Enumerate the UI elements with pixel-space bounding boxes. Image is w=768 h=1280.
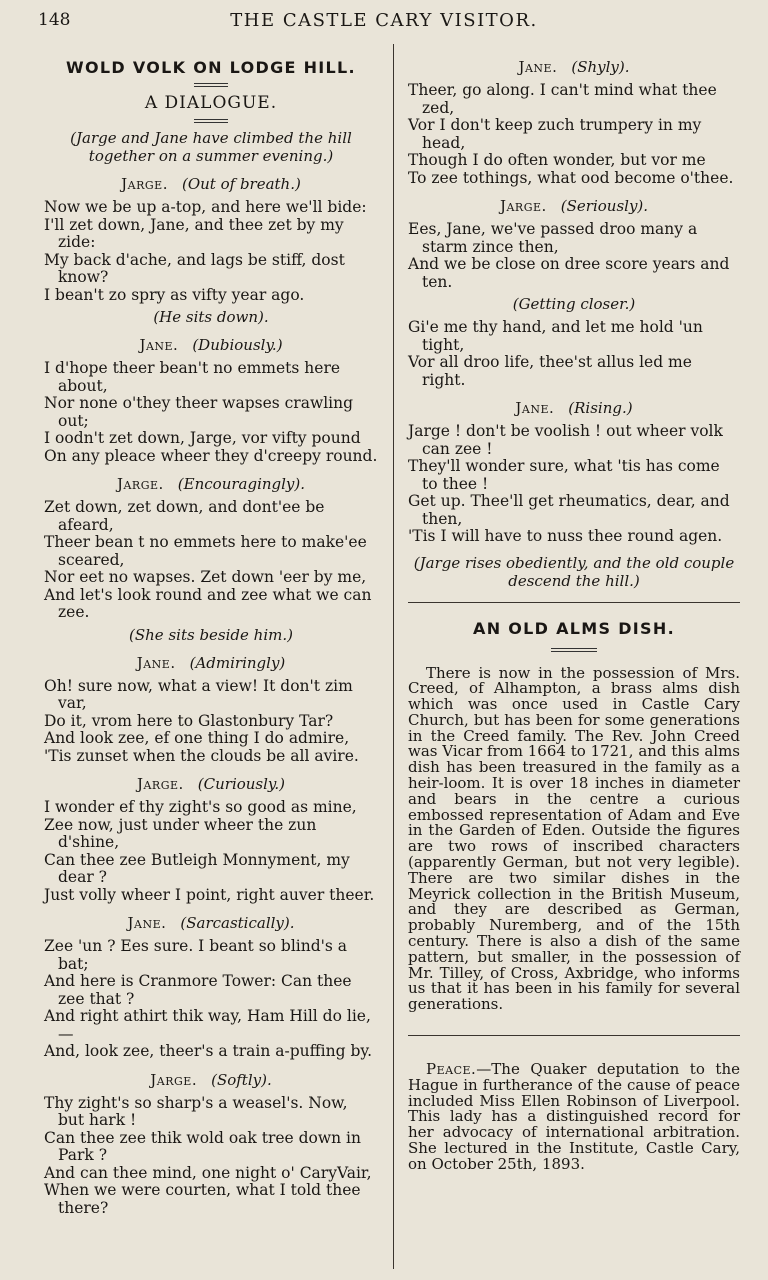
verse-line: Vor I don't keep zuch trumpery in my head, (408, 116, 702, 152)
verse (408, 221, 740, 291)
verse-line: 'Tis I will have to nuss thee round agen. (408, 527, 723, 545)
dialogue-speeches-right (408, 58, 740, 546)
alms-title: AN OLD ALMS DISH. (473, 618, 675, 638)
verse-line: Theer, go along. I can't mind what thee zed, (408, 81, 717, 117)
column-divider (393, 44, 394, 1269)
ornament-rule (551, 648, 597, 652)
verse-line: Can thee zee Butleigh Monnyment, my dear ? (44, 850, 350, 886)
verse-line: Just volly wheer I point, right auver theer. (44, 885, 375, 904)
dialogue-title: WOLD VOLK ON LODGE HILL. (66, 58, 356, 77)
speaker-name: Jarge. (121, 175, 168, 193)
verse (44, 360, 378, 465)
verse-line: 'Tis zunset when the clouds be all avire. (44, 746, 359, 765)
speech-block (44, 914, 378, 1061)
verse-line: And, look zee, theer's a train a-puffing by. (44, 1042, 373, 1060)
verse-line: And look zee, ef one thing I do admire, (44, 729, 350, 747)
verse-line: Zee now, just under wheer the zun d'shine, (44, 815, 317, 851)
speaker-name: Jane. (127, 914, 167, 932)
speaker-heading (44, 175, 378, 193)
verse-line: Can thee zee thik wold oak tree down in Park ? (44, 1128, 362, 1164)
verse-line: Thy zight's so sharp's a weasel's. Now, but hark ! (44, 1093, 348, 1129)
verse-line: Theer bean t no emmets here to make'ee sceared, (44, 533, 367, 569)
speech-block (44, 336, 378, 465)
speech-block (44, 775, 378, 904)
speaker-direction: (Admiringly) (189, 653, 286, 672)
speaker-heading (44, 775, 378, 793)
speaker-direction: (Out of breath.) (181, 175, 301, 193)
verse-line: My back d'ache, and lags be stiff, dost know? (44, 250, 345, 286)
running-title: THE CASTLE CARY VISITOR. (230, 10, 538, 31)
verse-line: I wonder ef thy zight's so good as mine, (44, 798, 357, 816)
verse-line: And right athirt thik way, Ham Hill do lie,— (44, 1007, 371, 1043)
peace-text: —The Quaker deputation to the Hague in furtherance of the cause of peace included Miss Ellen Robinson of Liverpool. This lady has a distinguished record for her advocacy of international arbitration. She lectured in the Institute, Castle Cary, on October 25th, 1893. (408, 1060, 740, 1173)
page-number: 148 (38, 10, 71, 30)
alms-article: There is now in the possession of Mrs. Creed, of Alhampton, a brass alms dish which was once used in Castle Cary Church, but has been for some generations in the Creed family. The Rev. John Creed was Vicar from 1664 to 1721, and this alms dish has been treasured in the family as a heir-loom. It is over 18 inches in diameter and bears in the centre a curious embossed representation of Adam and Eve in the Garden of Eden. Outside the figures are two rows of inscribed characters (apparently German, but not very legible). There are two similar dishes in the Meyrick collection in the British Museum, and they are described as German, probably Nuremberg, and of the 15th century. There is also a dish of the same pattern, but smaller, in the possession of Mr. Tilley, of Cross, Axbridge, who informs us that it has been in his family for several generations. (408, 663, 740, 1014)
left-column (44, 58, 378, 1217)
verse (408, 82, 740, 187)
speaker-direction: (Shyly). (571, 58, 630, 76)
stage-aside: (He sits down). (153, 308, 269, 326)
speaker-direction: (Encouragingly). (177, 475, 306, 493)
page-header (0, 8, 768, 38)
speaker-heading (44, 1071, 378, 1089)
verse-line: Now we be up a-top, and here we'll bide: (44, 198, 367, 216)
speaker-direction: (Seriously). (560, 197, 649, 215)
verse (44, 1095, 378, 1218)
speaker-heading (44, 475, 378, 493)
speech-block (408, 399, 740, 546)
stage-aside: (Getting closer.) (512, 295, 636, 313)
ornament-rule (194, 83, 228, 87)
speaker-heading (408, 399, 740, 417)
verse-line: Gi'e me thy hand, and let me hold 'un tight, (408, 318, 703, 354)
section-rule (408, 602, 740, 603)
verse-line: And we be close on dree score years and ten. (408, 255, 730, 291)
stage-direction: (Jarge and Jane have climbed the hill together on a summer evening.) (70, 129, 352, 165)
verse (44, 938, 378, 1061)
dialogue-subtitle: A DIALOGUE. (144, 93, 278, 113)
closing-stage-direction: (Jarge rises obediently, and the old couple descend the hill.) (413, 553, 735, 590)
verse (44, 678, 378, 766)
verse (44, 799, 378, 904)
stage-aside: (She sits beside him.) (129, 625, 293, 644)
speaker-heading (408, 58, 740, 76)
speaker-name: Jane. (139, 336, 179, 354)
verse-line: And let's look round and zee what we can zee. (44, 585, 372, 621)
verse-line: Nor eet no wapses. Zet down 'eer by me, (44, 568, 367, 586)
speaker-direction: (Softly). (211, 1070, 272, 1089)
speaker-direction: (Dubiously.) (192, 336, 283, 354)
speaker-heading (44, 654, 378, 672)
speaker-name: Jarge. (136, 775, 184, 793)
speech-block (44, 654, 378, 766)
verse-line: Jarge ! don't be voolish ! out wheer volk can zee ! (408, 422, 723, 458)
speaker-direction: (Sarcastically). (180, 914, 295, 932)
verse-line: And here is Cranmore Tower: Can thee zee that ? (44, 972, 352, 1008)
verse-line: Nor none o'they theer wapses crawling out; (44, 394, 354, 430)
speaker-direction: (Curiously.) (197, 775, 286, 793)
speaker-name: Jarge. (116, 475, 164, 493)
verse-line: Vor all droo life, thee'st allus led me right. (408, 353, 692, 389)
verse-line: I'll zet down, Jane, and thee zet by my zide: (44, 215, 344, 251)
verse-line: On any pleace wheer they d'creepy round. (44, 446, 378, 465)
verse-line: I bean't zo spry as vifty year ago. (44, 285, 305, 304)
verse-line: Oh! sure now, what a view! It don't zim var, (44, 676, 353, 712)
verse-line: Though I do often wonder, but vor me (408, 151, 706, 169)
right-column (408, 58, 740, 1181)
dialogue-speeches-left (44, 175, 378, 1217)
speaker-direction: (Rising.) (568, 399, 633, 417)
verse-line: And can thee mind, one night o' CaryVair, (44, 1163, 372, 1182)
speaker-heading (44, 914, 378, 932)
speaker-name: Jane. (515, 399, 555, 417)
verse-line: Get up. Thee'll get rheumatics, dear, and then, (408, 492, 730, 528)
speech-block (408, 58, 740, 187)
speaker-name: Jarge. (499, 197, 547, 215)
peace-label: Peace. (426, 1060, 477, 1079)
verse-line: Ees, Jane, we've passed droo many a starm zince then, (408, 220, 698, 256)
speech-block (44, 175, 378, 326)
verse-line: Zee 'un ? Ees sure. I beant so blind's a bat; (44, 937, 348, 973)
verse (44, 199, 378, 304)
speech-block (44, 475, 378, 644)
speaker-name: Jane. (136, 653, 176, 672)
verse-line: I d'hope theer bean't no emmets here about, (44, 359, 341, 395)
verse-line: To zee tothings, what ood become o'thee. (408, 168, 734, 187)
speaker-heading (44, 336, 378, 354)
verse-line: Do it, vrom here to Glastonbury Tar? (44, 711, 334, 730)
verse-line: I oodn't zet down, Jarge, vor vifty pound (44, 429, 361, 447)
speech-block (408, 197, 740, 389)
speech-block (44, 1071, 378, 1218)
verse-line: When we were courten, what I told thee there? (44, 1181, 361, 1217)
verse-line: They'll wonder sure, what 'tis has come to thee ! (408, 457, 720, 493)
verse (408, 423, 740, 546)
verse-line: Zet down, zet down, and dont'ee be afeard, (44, 498, 325, 534)
speaker-name: Jarge. (150, 1070, 198, 1089)
peace-paragraph (408, 1062, 740, 1173)
ornament-rule (194, 119, 228, 123)
speaker-heading (408, 197, 740, 215)
verse (44, 499, 378, 622)
verse (408, 319, 740, 389)
speaker-name: Jane. (518, 58, 558, 76)
section-rule (408, 1035, 740, 1036)
